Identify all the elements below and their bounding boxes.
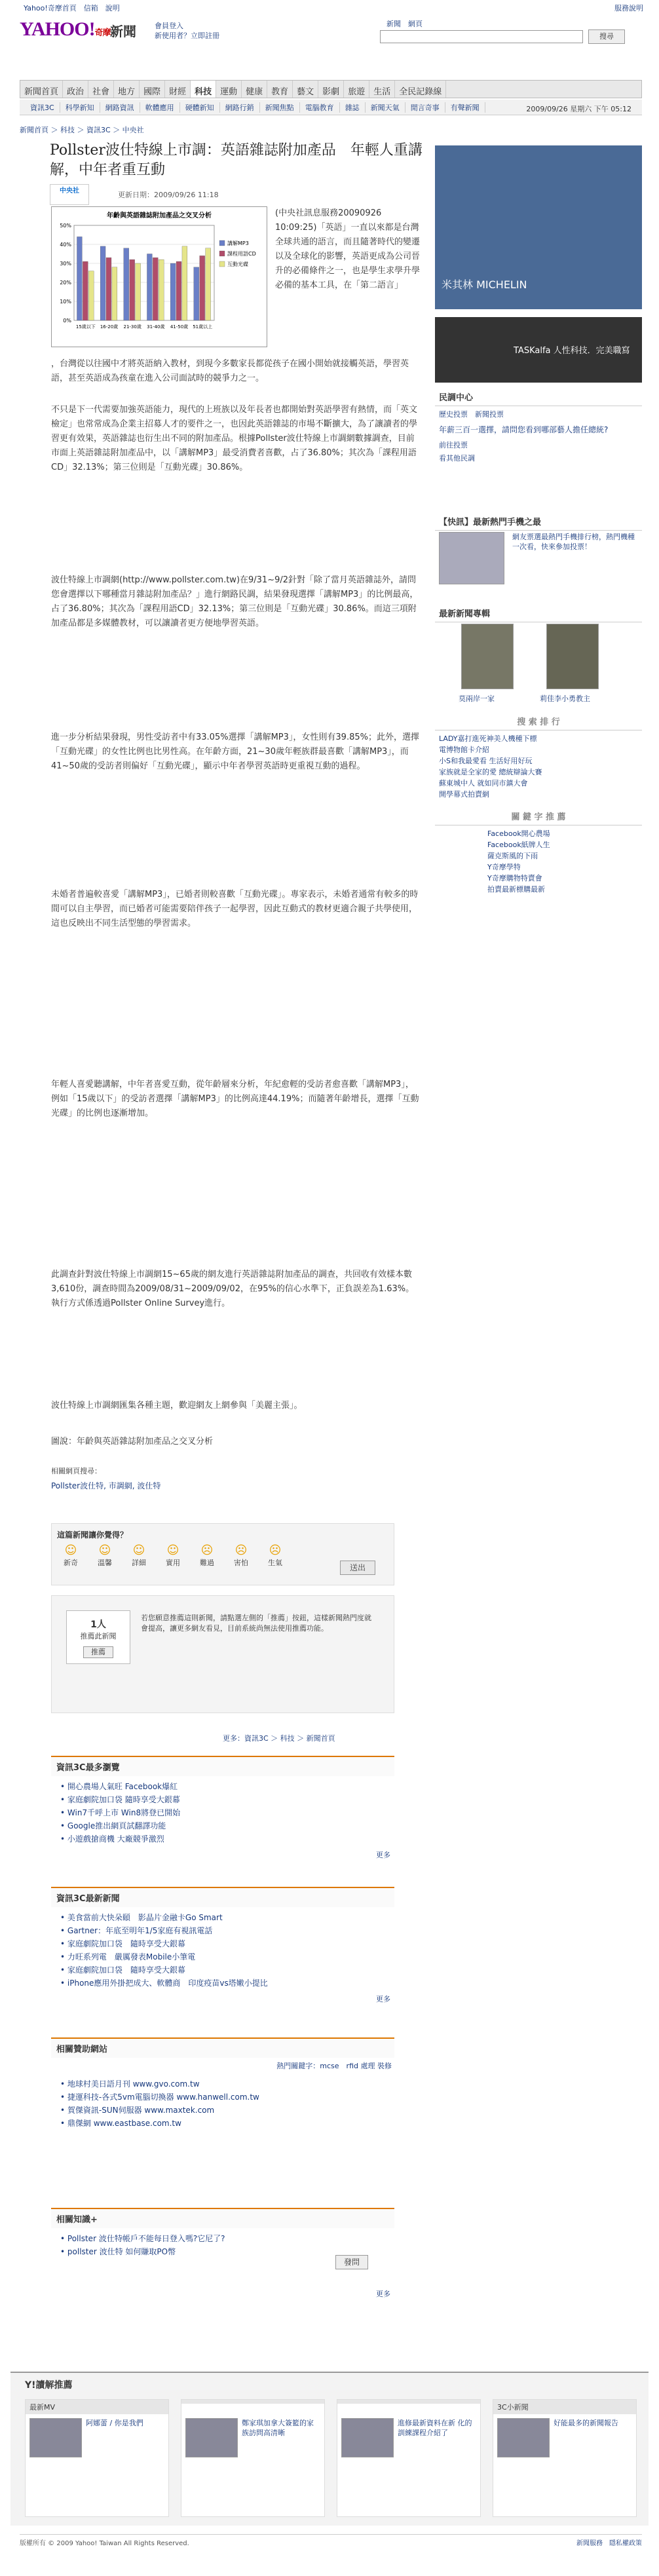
keyword-item[interactable]: Y奇摩購物特賣會 [487, 874, 542, 882]
paragraph: 年輕人喜愛聽講解，中年者喜愛互動，從年齡層來分析，年紀愈輕的受訪者愈喜歡「講解MP3」，例如「15歲以下」的受訪者選擇「講解MP3」的比例高達44.19%；而隨著年齡增長，選擇「互動光碟」的比例也逐漸增加。 [51, 1080, 419, 1118]
topbar [0, 0, 659, 13]
bar [147, 254, 152, 321]
y-tick-label: 20% [60, 280, 71, 286]
search-tabs[interactable]: 新聞 網頁 [386, 20, 423, 28]
sponsor-link[interactable]: • 賀傑資訊-SUN伺服器 www.maxtek.com [60, 2104, 385, 2117]
nav-item[interactable]: 財經 [165, 81, 191, 98]
y-tick-label: 50% [60, 223, 71, 229]
legend-label: 講解MP3 [227, 240, 249, 246]
more-links[interactable]: 更多：資訊3C ＞ 科技 ＞ 新聞首頁 [223, 1734, 335, 1743]
list-item[interactable]: • 家庭劇院加口袋 隨時享受大銀幕 [60, 1963, 385, 1977]
x-tick-label: 15歲以下 [75, 324, 96, 330]
box-title: 資訊3C最多瀏覽 [51, 1756, 394, 1776]
subnav-item[interactable]: 新聞焦點 [260, 102, 300, 113]
paragraph: 不只是下一代需要加強英語能力，現代的上班族以及年長者也都開始對英語學習有熱情，而「英文檢定」也常常成為企業主招募人才的要件之一，也因此英語雜誌的市場不斷擴大，為了讓讀者的學習更有效果，英語雜誌也衍生出不同的附加產品。根據Pollster波仕特線上市調網數據調查，目前市面上英語雜誌附加產品中，以「講解MP3」最受消費者喜歡，占了36.80%；其次為「課程用語CD」32.13%；第三位則是「互動光碟」30.86%。 [51, 405, 418, 472]
box-title: 搜 索 排 行 [435, 712, 642, 730]
michelin-ad[interactable]: 米其林 MICHELIN [435, 145, 642, 309]
list-item[interactable]: • 小遊戲搶商機 大廠競爭激烈 [60, 1832, 385, 1846]
x-tick-label: 31-40歲 [147, 324, 165, 330]
recommend-section [10, 2372, 649, 2526]
taskalfa-ad[interactable]: TASKalfa 人性科技．完美職寫 [435, 317, 642, 383]
sponsor-link[interactable]: • 鼎傑網 www.eastbase.com.tw [60, 2117, 385, 2130]
list-item[interactable]: • Win7千呼上市 Win8將登已開始 [60, 1806, 385, 1819]
topbar-links[interactable]: Yahoo!奇摩首頁 信箱 說明 [24, 4, 120, 12]
figure-caption: 圖說：年齡與英語雜誌附加產品之交叉分析 [51, 1437, 214, 1447]
poll-question[interactable]: 年薪三百一選擇，請問您看到哪部藝人擔任總統? [439, 425, 609, 434]
poll-box [435, 388, 642, 464]
bar [130, 259, 135, 320]
main-nav [20, 80, 642, 98]
article-title: Pollster波仕特線上市調：英語雜誌附加產品 年輕人重講解，中年者重互動 [50, 142, 423, 178]
list-item[interactable]: • iPhone應用外掛把成大、軟體商 印度疫苗vs塔嫩小提比 [60, 1977, 385, 1990]
photo-caption[interactable]: 莫兩岸一家 [459, 694, 495, 703]
box-title: 民調中心 [435, 388, 642, 406]
list-item[interactable]: • Google推出網頁試翻譯功能 [60, 1819, 385, 1832]
sub-nav [20, 100, 642, 115]
reco-card[interactable]: 3C小新聞 好能最多的新聞報告 [493, 2399, 637, 2517]
paragraph: 波仕特線上市調網匯集各種主題，歡迎網友上網參與「美麗主張」。 [51, 1401, 303, 1411]
rate-face[interactable]: ☺ 實用 [166, 1544, 180, 1567]
source-logo: 中央社 [50, 184, 89, 205]
phone-image[interactable] [439, 532, 504, 584]
nav-item[interactable]: 健康 [242, 81, 267, 98]
box-title: 【快訊】最新熱門手機之最 [435, 512, 642, 531]
register-link[interactable]: 新使用者？立即註冊 [155, 31, 219, 40]
recommend-text: 若您願意推薦這則新聞，請點選左側的「推薦」按鈕，這樣新聞熱門度就會提高，讓更多網友看見，目前系統尚無法使用推薦功能。 [141, 1614, 371, 1633]
y-tick-label: 40% [60, 242, 71, 248]
rating-title: 這篇新聞讓你覺得？ [57, 1530, 128, 1540]
nav-item[interactable]: 國際 [140, 81, 165, 98]
recommend-button[interactable]: 推薦 [83, 1646, 113, 1658]
poll-tabs[interactable]: 歷史投票 新聞投票 [439, 410, 504, 419]
list-item[interactable]: • 力旺系列電 嚴厲發表Mobile小筆電 [60, 1950, 385, 1963]
breadcrumb[interactable]: 新聞首頁 ＞ 科技 ＞ 資訊3C ＞ 中央社 [20, 126, 144, 134]
bar [83, 261, 88, 320]
phone-text[interactable]: 網友票選最熱門手機排行榜，熱門機種一次看，快來參加投票！ [512, 533, 635, 551]
bar [170, 263, 176, 320]
legend-swatch [219, 261, 225, 267]
footer-links[interactable]: 新聞服務 隱私權政策 [576, 2540, 642, 2547]
y-tick-label: 10% [60, 299, 71, 305]
subnav-item[interactable]: 網路資訊 [100, 102, 140, 113]
subnav-item[interactable]: 科學新知 [60, 102, 100, 113]
photo-caption[interactable]: 莉佳李小勇教主 [540, 694, 590, 703]
header [20, 14, 642, 55]
legend-label: 互動光碟 [227, 261, 248, 267]
rank-item[interactable]: 家族就是全家的愛 總統辯論大賽 [439, 768, 542, 776]
most-viewed-box [51, 1756, 394, 1860]
section-title: Y!讀解推薦 [25, 2380, 73, 2391]
bar [200, 256, 205, 320]
search-input[interactable] [380, 30, 583, 43]
box-title: 相關知識+ [51, 2208, 394, 2228]
rank-item[interactable]: 蘇東城中人 就如同市鎮大會 [439, 779, 528, 787]
nav-item[interactable]: 生活 [369, 81, 395, 98]
sponsor-link[interactable]: • 地球村美日語月刊 www.gvo.com.tw [60, 2077, 385, 2091]
nav-item[interactable]: 教育 [267, 81, 293, 98]
legend-swatch [219, 251, 225, 256]
bar [206, 248, 211, 320]
yahoo-logo[interactable]: YAHOO!奇摩 [20, 18, 111, 40]
subnav-item[interactable]: 網路行銷 [220, 102, 260, 113]
chart-figure [51, 206, 267, 347]
article [20, 141, 423, 1490]
x-tick-label: 41-50歲 [170, 324, 189, 330]
legend-label: 課程用語CD [227, 251, 256, 257]
current-date: 2009/09/26 星期六 下午 05:12 [526, 105, 631, 113]
paragraph: 波仕特線上市調網(http://www.pollster.com.tw)在9/31~9/2針對「除了當月英語雜誌外，請問您會選擇以下哪種當月雜誌附加產品？」進行網路民調，結果發現選擇「講解MP3」的比例最高，占了36.80%；其次為「課程用語CD」32.13%；第三位則是「互動光碟」30.86%。而這三項附加產品都是多媒體教材，可以讓讀者更方便地學習英語。 [51, 575, 419, 628]
x-tick-label: 51歲以上 [193, 324, 213, 330]
bar [176, 261, 181, 320]
lead-paragraph: (中央社訊息服務20090926 10:09:25)「英語」一直以來都是台灣全球共通的語言，而且隨著時代的變遷以及全球化的影響，英語更成為公司晉升的必備條件之一，也是學生求學升學必備的基本工具，在「第二語言」 [275, 208, 421, 290]
other-polls-link[interactable]: 看其他民調 [439, 454, 475, 463]
phone-box [435, 512, 642, 551]
paragraph: 未婚者普遍較喜愛「講解MP3」，已婚者則較喜歡「互動光碟」。專家表示，未婚者通常有較多的時間可以自主學習，而已婚者可能需要陪伴孩子一起學習，因此互動式的教材更適合親子共學使用，這也反映出不同生活型態的學習需求。 [51, 890, 419, 928]
bar [124, 248, 129, 320]
paragraph: ，台灣從以往國中才將英語納入教材，到現今多數家長都從孩子在國小開始就接觸英語，學習英語，甚至英語成為孩童在進入公司面試時的競爭力之一。 [51, 359, 409, 383]
rate-submit-button[interactable]: 送出 [340, 1561, 375, 1575]
nav-item[interactable]: 政治 [63, 81, 88, 98]
footer [20, 2534, 642, 2560]
member-area [155, 21, 219, 41]
more-link[interactable]: 更多 [376, 2290, 390, 2298]
sponsor-link[interactable]: • 捷運科技-各式5vm電腦切換器 www.hanwell.com.tw [60, 2091, 385, 2104]
reco-card[interactable]: 最新MV 阿娜蕾 / 你是我們 [25, 2399, 169, 2517]
list-item[interactable]: • 家庭劇院加口袋 隨時享受大銀幕 [60, 1793, 385, 1806]
nav-item[interactable]: 全民記錄線 [395, 81, 446, 98]
search-area [380, 18, 642, 41]
bar [100, 246, 105, 320]
subnav-item[interactable]: 有聲新聞 [445, 102, 485, 113]
keyword-item[interactable]: Y奇摩學特 [487, 863, 521, 871]
bar [77, 237, 82, 320]
search-rank-box [435, 712, 642, 803]
keyword-item[interactable]: Facebook紙牌人生 [487, 841, 550, 849]
list-item[interactable]: • 開心農場人氣旺 Facebook爆紅 [60, 1780, 385, 1793]
keyword-label: 相關網頁搜尋： [51, 1467, 102, 1475]
nav-item[interactable]: 地方 [114, 81, 140, 98]
list-item[interactable]: • Gartner：年底至明年1/5家庭有視訊電話 [60, 1924, 385, 1937]
keyword-box [435, 807, 642, 898]
list-item[interactable]: • 家庭劇院加口袋 隨時享受大銀幕 [60, 1937, 385, 1950]
rate-face[interactable]: ☺ 溫馨 [98, 1544, 112, 1567]
more-link[interactable]: 更多 [376, 1995, 390, 2003]
paragraph: 進一步分析結果發現，男性受訪者中有33.05%選擇「講解MP3」，女性則有39.85%；此外，選擇「互動光碟」的女性比例也比男性高。在年齡方面，21~30歲年輕族群最喜歡「講解MP3」，而41~50歲的受訪者則偏好「互動光碟」，顯示中年者學習英語時更重視互動的過程。 [51, 732, 419, 771]
bar [112, 267, 117, 320]
x-tick-label: 21-30歲 [123, 324, 141, 330]
hot-keywords[interactable]: 熱門關鍵字：mcse rfid 處理 裝修 [276, 2062, 392, 2070]
updated-time: 更新日期：2009/09/26 11:18 [118, 191, 219, 199]
nav-item-active[interactable]: 科技 [191, 81, 216, 98]
keyword-item[interactable]: Facebook開心農場 [487, 829, 550, 838]
nav-item[interactable]: 社會 [88, 81, 114, 98]
y-tick-label: 0% [63, 318, 71, 324]
help-link[interactable]: 服務說明 [614, 4, 643, 12]
list-item[interactable]: • 美食當前大快朵頤 影晶片金融卡Go Smart [60, 1911, 385, 1924]
subnav-item[interactable]: 電腦教育 [300, 102, 340, 113]
reco-card[interactable]: 進修最新資料在新 化的訓練課程介紹了 [337, 2399, 481, 2517]
question-link[interactable]: • pollster 波仕特 如何賺取PO幣 [60, 2245, 385, 2258]
recommend-box [51, 1595, 394, 1713]
bar-chart [52, 207, 267, 347]
rate-face[interactable]: ☹ 生氣 [268, 1544, 282, 1567]
photo-image[interactable] [461, 624, 514, 689]
nav-item[interactable]: 運動 [216, 81, 242, 98]
rank-item[interactable]: 開學幕式拍賣網 [439, 790, 489, 799]
box-title: 相關贊助網站 [51, 2037, 394, 2058]
nav-item[interactable]: 藝文 [293, 81, 318, 98]
ask-button[interactable]: 發問 [335, 2255, 368, 2269]
more-link[interactable]: 更多 [376, 1851, 390, 1859]
photo-box [435, 604, 642, 703]
chart-title: 年齡與英語雜誌附加產品之交叉分析 [107, 212, 212, 219]
bar [182, 246, 187, 320]
paragraph: 此調查針對波仕特線上市調網15~65歲的網友進行英語雜誌附加產品的調查，共回收有效樣本數3,610份，調查時間為2009/08/31~2009/09/02，在95%的信心水準下，正負誤差為1.63%。執行方式係透過Pollster Online Survey進行。 [51, 1270, 415, 1308]
keyword-item[interactable]: 拍賣最新標購最新 [487, 885, 545, 894]
y-tick-label: 30% [60, 261, 71, 267]
reco-card[interactable]: 鄭家琪加拿大簽籃的家族訪問高清晰 [181, 2399, 325, 2517]
plot-area [74, 225, 214, 320]
bar [159, 259, 164, 320]
rank-item[interactable]: 電博物館卡介紹 [439, 746, 489, 754]
rate-face[interactable]: ☺ 詳細 [132, 1544, 146, 1567]
x-tick-label: 16-20歲 [100, 324, 119, 330]
subnav-item[interactable]: 資訊3C [25, 102, 60, 113]
bar [194, 267, 199, 320]
section-name: 新聞 [110, 24, 136, 39]
keyword-links[interactable]: Pollster波仕特, 市調網, 波仕特 [51, 1481, 161, 1490]
subnav-item[interactable]: 雜誌 [340, 102, 366, 113]
copyright: 版權所有 © 2009 Yahoo! Taiwan All Rights Reserved. [20, 2540, 189, 2547]
question-link[interactable]: • Pollster 波仕特帳戶不能每日登入嗎?它尼了? [60, 2232, 385, 2245]
latest-news-box [51, 1887, 394, 2004]
rate-face[interactable]: ☹ 難過 [200, 1544, 214, 1567]
vote-link[interactable]: 前往投票 [439, 441, 468, 449]
recommend-counter: 1人 推薦此新聞 推薦 [66, 1610, 130, 1664]
rate-face[interactable]: ☺ 新奇 [64, 1544, 78, 1567]
rate-face[interactable]: ☹ 害怕 [234, 1544, 248, 1567]
box-title: 資訊3C最新新聞 [51, 1887, 394, 1907]
subnav-item[interactable]: 新聞天氣 [366, 102, 405, 113]
subnav-item[interactable]: 軟體應用 [140, 102, 180, 113]
nav-item[interactable]: 影劇 [318, 81, 344, 98]
sponsor-box [51, 2037, 394, 2134]
bar [136, 263, 141, 320]
keyword-item[interactable]: 薩克斯風的下雨 [487, 852, 538, 860]
rank-item[interactable]: LADY嘉打進死神美人機種下標 [439, 734, 537, 743]
photo-image[interactable] [546, 624, 599, 689]
search-button[interactable]: 搜尋 [588, 29, 625, 44]
nav-item[interactable]: 旅遊 [344, 81, 369, 98]
bar [106, 257, 111, 320]
box-title: 關 鍵 字 推 薦 [435, 807, 642, 825]
nav-item[interactable]: 新聞首頁 [20, 81, 63, 98]
box-title: 最新新聞專輯 [435, 604, 642, 622]
subnav-item[interactable]: 硬體新知 [180, 102, 220, 113]
rank-item[interactable]: 小S和我最愛看 生活好用好玩 [439, 757, 533, 765]
legend-swatch [219, 240, 225, 246]
knowledge-box [51, 2208, 394, 2299]
bar [153, 257, 158, 320]
login-link[interactable]: 會員登入 [155, 22, 183, 30]
rating-box [51, 1523, 394, 1585]
subnav-item[interactable]: 閒言奇事 [405, 102, 445, 113]
bar [88, 271, 94, 320]
